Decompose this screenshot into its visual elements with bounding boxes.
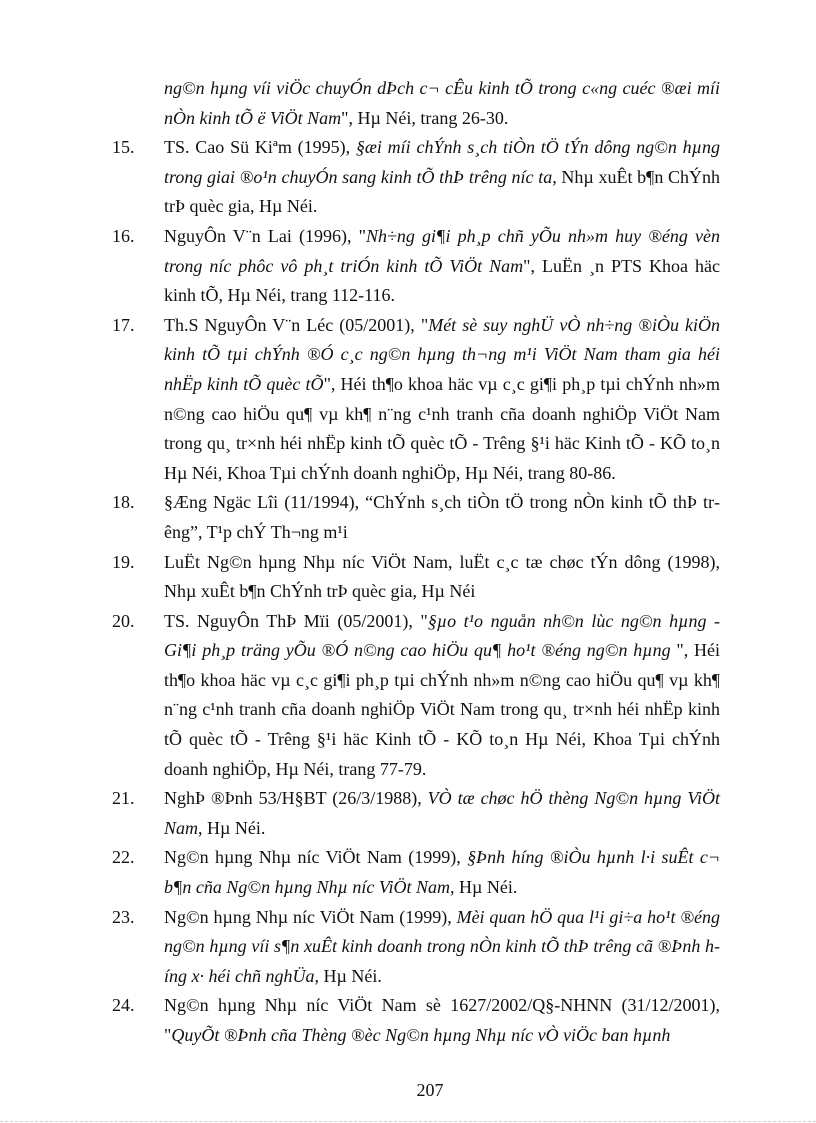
reference-text-segment: , Hµ Néi.	[198, 817, 266, 838]
reference-title-italic: Mét sè suy nghÜ vÒ nh÷ng ®iÒu kiÖn kinh tÕ tµi chÝnh ®Ó c¸c ng©n hµng th¬ng m¹i ViÖt Nam tham gia héi nhËp kinh tÕ quèc tÕ	[164, 314, 720, 394]
reference-item	[112, 903, 720, 992]
reference-item	[112, 991, 720, 1050]
reference-item	[112, 311, 720, 489]
reference-text	[164, 133, 720, 222]
reference-text	[164, 222, 720, 311]
reference-title-italic: ng©n hµng víi viÖc chuyÓn dÞch c¬ cÊu kinh tÕ trong c«ng cuéc ®æi míi nÒn kinh tÕ ë ViÖt Nam	[164, 78, 720, 128]
reference-title-italic: §µo t¹o nguån nh©n lùc ng©n hµng - Gi¶i ph¸p träng yÕu ®Ó n©ng cao hiÖu qu¶ ho¹t ®éng ng©n hµng	[164, 610, 720, 661]
page-number: 207	[416, 1080, 444, 1100]
reference-title-italic: QuyÕt ®Þnh cña Thèng ®èc Ng©n hµng Nhµ níc vÒ viÖc ban hµnh	[171, 1025, 671, 1045]
reference-list	[112, 74, 720, 1051]
reference-title-italic: VÒ tæ chøc hÖ thèng Ng©n hµng ViÖt Nam	[164, 788, 720, 838]
reference-number: 20.	[112, 610, 135, 631]
reference-text-segment: TS. Cao Sü Kiªm (1995),	[164, 137, 356, 158]
reference-item	[112, 488, 720, 547]
reference-number: 17.	[112, 314, 135, 335]
reference-text-segment: TS. NguyÔn ThÞ Mïi (05/2001), "	[164, 610, 428, 631]
reference-text-segment: LuËt Ng©n hµng Nhµ níc ViÖt Nam, luËt c¸c tæ chøc tÝn dông (1998), Nhµ xuÊt b¶n ChÝnh trÞ quèc gia, Hµ Néi	[164, 551, 720, 602]
reference-text-segment: ", Héi th¶o khoa häc vµ c¸c gi¶i ph¸p tµi chÝnh nh»m n©ng cao hiÖu qu¶ vµ kh¶ n¨ng c¹nh tranh cña doanh nghiÖp ViÖt Nam trong qu¸ tr×nh héi nhËp kinh tÕ quèc tÕ - Trêng §¹i häc Kinh tÕ - KÕ to¸n Hµ Néi, Khoa Tµi chÝnh doanh nghiÖp, Hµ Néi, trang 80-86.	[164, 373, 720, 483]
reference-text	[164, 488, 720, 547]
reference-text-segment: ", Hµ Néi, trang 26-30.	[341, 107, 509, 128]
reference-text	[164, 548, 720, 607]
reference-text	[164, 74, 720, 133]
reference-text-segment: NghÞ ®Þnh 53/H§BT (26/3/1988),	[164, 788, 428, 809]
reference-text-segment: Ng©n hµng Nhµ níc ViÖt Nam (1999),	[164, 906, 457, 927]
reference-number: 19.	[112, 551, 135, 572]
reference-item	[112, 74, 720, 133]
reference-text	[164, 843, 720, 902]
reference-number: 24.	[112, 995, 135, 1016]
reference-text-segment: Ng©n hµng Nhµ níc ViÖt Nam sè 1627/2002/Q§-NHNN (31/12/2001), "	[164, 995, 720, 1045]
reference-number: 22.	[112, 847, 135, 868]
reference-text-segment: , Hµ Néi.	[450, 877, 518, 898]
reference-text	[164, 784, 720, 843]
reference-title-italic: §æi míi chÝnh s¸ch tiÒn tÖ tÝn dông ng©n hµng trong giai ®o¹n chuyÓn sang kinh tÕ thÞ trêng níc ta,	[164, 137, 720, 187]
reference-number: 21.	[112, 788, 135, 809]
reference-text-segment: §Æng Ngäc Lîi (11/1994), “ChÝnh s¸ch tiÒn tÖ trong nÒn kinh tÕ thÞ trêng”, T¹p chÝ Th¬ng m¹i	[164, 492, 720, 542]
reference-number: 15.	[112, 137, 135, 158]
reference-text-segment: Ng©n hµng Nhµ níc ViÖt Nam (1999),	[164, 847, 468, 868]
reference-title-italic: §Þnh híng ®iÒu hµnh l·i suÊt c¬ b¶n cña Ng©n hµng Nhµ níc ViÖt Nam	[164, 847, 720, 898]
reference-title-italic: Nh÷ng gi¶i ph¸p chñ yÕu nh»m huy ®éng vèn trong níc phôc vô ph¸t triÓn kinh tÕ ViÖt Nam	[164, 225, 720, 276]
reference-item	[112, 222, 720, 311]
reference-item	[112, 784, 720, 843]
reference-text-segment: Th.S NguyÔn V¨n Léc (05/2001), "	[164, 314, 429, 335]
reference-text	[164, 311, 720, 489]
reference-text-segment: NguyÔn V¨n Lai (1996), "	[164, 225, 367, 246]
reference-number: 16.	[112, 225, 135, 246]
reference-title-italic: Mèi quan hÖ qua l¹i gi÷a ho¹t ®éng ng©n hµng víi s¶n xuÊt kinh doanh trong nÒn kinh tÕ thÞ trêng cã ®Þnh híng x· héi chñ nghÜa	[164, 906, 720, 986]
reference-text-segment: , Hµ Néi.	[314, 965, 382, 986]
reference-text	[164, 991, 720, 1050]
reference-number: 23.	[112, 906, 135, 927]
reference-text-segment: ", LuËn ¸n PTS Khoa häc kinh tÕ, Hµ Néi, trang 112-116.	[164, 255, 720, 306]
page-bottom-edge	[0, 1121, 816, 1122]
reference-item	[112, 607, 720, 785]
reference-text	[164, 903, 720, 992]
reference-text-segment: ", Héi th¶o khoa häc vµ c¸c gi¶i ph¸p tµi chÝnh nh»m n©ng cao hiÖu qu¶ vµ kh¶ n¨ng c¹nh tranh cña doanh nghiÖp ViÖt Nam trong qu¸ tr×nh héi nhËp kinh tÕ quèc tÕ - Trêng §¹i häc Kinh tÕ - KÕ to¸n Hµ Néi, Khoa Tµi chÝnh doanh nghiÖp, Hµ Néi, trang 77-79.	[164, 640, 721, 779]
reference-number: 18.	[112, 492, 135, 513]
reference-item	[112, 843, 720, 902]
reference-item	[112, 133, 720, 222]
reference-item	[112, 548, 720, 607]
reference-text-segment: Nhµ xuÊt b¶n ChÝnh trÞ quèc gia, Hµ Néi.	[164, 166, 721, 217]
reference-text	[164, 607, 720, 785]
